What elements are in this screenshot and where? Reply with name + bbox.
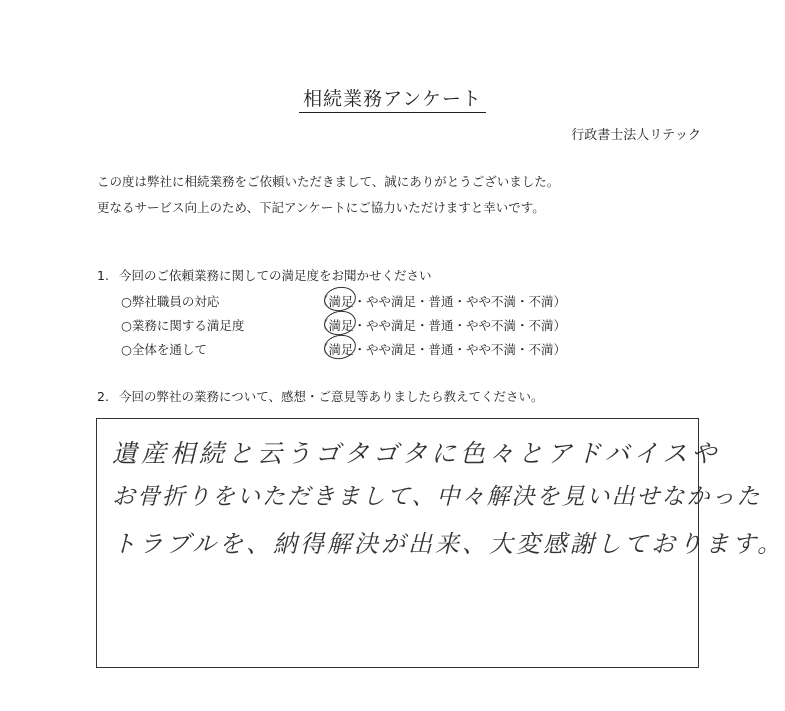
company-name: 行政書士法人リテック bbox=[571, 128, 701, 143]
handwritten-answer-line: トラブルを、納得解決が出来、大変感謝しております。 bbox=[112, 530, 785, 558]
row-choices: （満足・やや満足・普通・やや不満・不満） bbox=[316, 342, 567, 357]
page-title bbox=[0, 84, 785, 111]
row-label: ○弊社職員の対応 bbox=[121, 294, 220, 309]
question-1-text: 今回のご依頼業務に関しての満足度をお聞かせください bbox=[119, 268, 432, 283]
question-1-number: 1. bbox=[97, 268, 109, 283]
row-choices: （満足・やや満足・普通・やや不満・不満） bbox=[316, 294, 567, 309]
handwritten-answer-line: 遺産相続と云うゴタゴタに色々とアドバイスや bbox=[112, 439, 721, 468]
row-label: ○全体を通して bbox=[121, 342, 207, 357]
question-2-number: 2. bbox=[97, 389, 109, 404]
row-choices: （満足・やや満足・普通・やや不満・不満） bbox=[316, 318, 567, 333]
title-text: 相続業務アンケート bbox=[299, 88, 486, 113]
intro-line-2: 更なるサービス向上のため、下記アンケートにご協力いただけますと幸いです。 bbox=[97, 200, 545, 215]
handwritten-answer-line: お骨折りをいただきまして、中々解決を見い出せなかった bbox=[112, 484, 762, 510]
question-1-heading bbox=[97, 266, 432, 284]
intro-line-1: この度は弊社に相続業務をご依頼いただきまして、誠にありがとうございました。 bbox=[97, 174, 560, 189]
row-label: ○業務に関する満足度 bbox=[121, 318, 245, 333]
question-2-heading bbox=[97, 387, 544, 405]
question-2-text: 今回の弊社の業務について、感想・ご意見等ありましたら教えてください。 bbox=[119, 389, 544, 404]
